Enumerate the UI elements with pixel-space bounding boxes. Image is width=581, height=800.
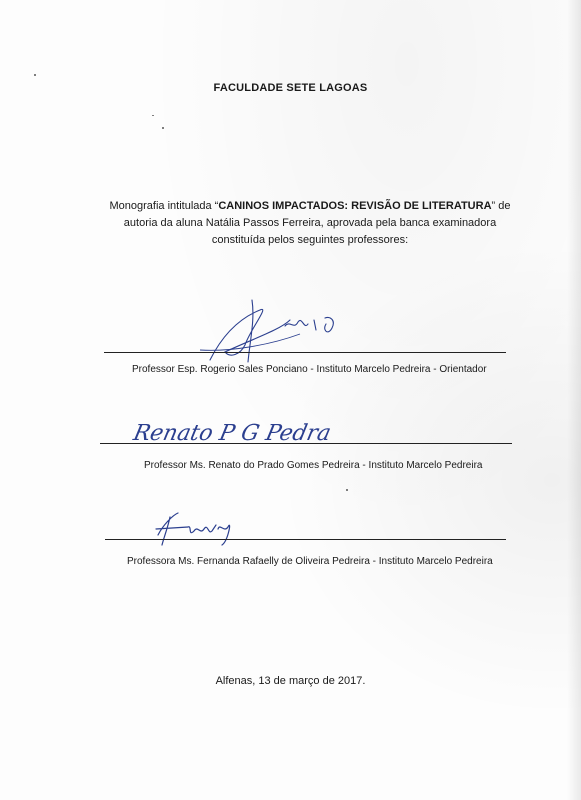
signature-line-3 [105, 539, 506, 540]
approval-suffix: ” de [491, 200, 511, 212]
scan-speck [34, 74, 36, 76]
approval-statement [100, 198, 520, 249]
scan-speck [152, 115, 154, 116]
signatory-2-caption: Professor Ms. Renato do Prado Gomes Pedreira - Instituto Marcelo Pedreira [144, 460, 483, 471]
approval-line-2: autoria da aluna Natália Passos Ferreira, aprovada pela banca examinadora [123, 217, 497, 229]
approval-prefix: Monografia intitulada “ [109, 200, 219, 212]
signature-1-handwriting [190, 290, 350, 370]
signatory-1-caption: Professor Esp. Rogerio Sales Ponciano - Instituto Marcelo Pedreira - Orientador [132, 364, 487, 375]
scan-speck [162, 127, 164, 129]
scan-speck [346, 489, 348, 491]
signature-line-1 [104, 352, 506, 353]
signatory-3-caption: Professora Ms. Fernanda Rafaelly de Oliveira Pedreira - Instituto Marcelo Pedreira [127, 556, 493, 567]
monograph-title: CANINOS IMPACTADOS: REVISÃO DE LITERATURA [218, 200, 492, 212]
institution-name: FACULDADE SETE LAGOAS [213, 82, 368, 94]
signature-2-handwriting [131, 404, 340, 454]
signature-3-handwriting [148, 505, 248, 550]
approval-line-3: constituída pelos seguintes professores: [211, 234, 409, 246]
signature-2-text: Renato P G Pedra [131, 420, 334, 446]
document-date: Alfenas, 13 de março de 2017. [215, 675, 366, 687]
signature-line-2 [100, 443, 512, 444]
